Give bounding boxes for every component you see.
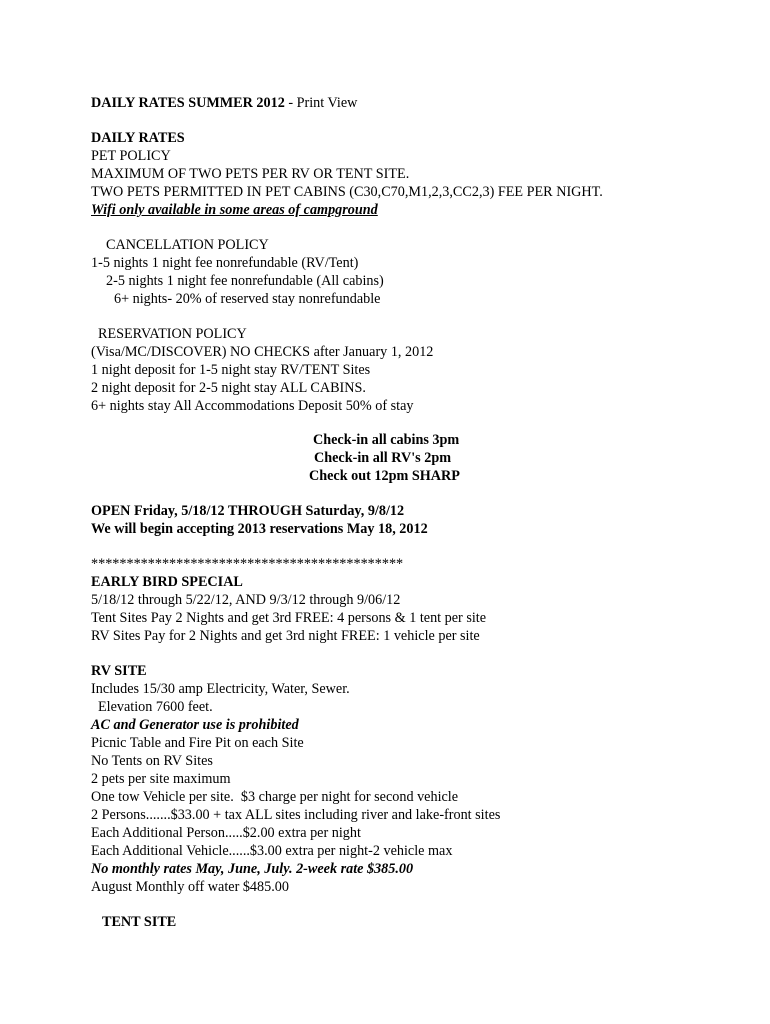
- pet-policy-line: MAXIMUM OF TWO PETS PER RV OR TENT SITE.: [91, 166, 410, 182]
- reservation-policy-line: 1 night deposit for 1-5 night stay RV/TENT Sites: [91, 362, 371, 378]
- asterisk-divider: ********************************************: [91, 556, 404, 572]
- early-bird-heading: EARLY BIRD SPECIAL: [91, 574, 243, 590]
- rv-site-line: Elevation 7600 feet.: [98, 699, 213, 715]
- reservations-open-notice: We will begin accepting 2013 reservations May 18, 2012: [91, 521, 428, 537]
- checkin-cabins: Check-in all cabins 3pm: [313, 432, 460, 448]
- wifi-notice: Wifi only available in some areas of campground: [91, 202, 378, 218]
- pet-policy-line: TWO PETS PERMITTED IN PET CABINS (C30,C70,M1,2,3,CC2,3) FEE PER NIGHT.: [91, 184, 603, 200]
- daily-rates-heading: DAILY RATES: [91, 130, 185, 146]
- early-bird-line: RV Sites Pay for 2 Nights and get 3rd night FREE: 1 vehicle per site: [91, 628, 480, 644]
- early-bird-line: 5/18/12 through 5/22/12, AND 9/3/12 through 9/06/12: [91, 592, 401, 608]
- rv-site-line: One tow Vehicle per site. $3 charge per night for second vehicle: [91, 789, 459, 805]
- checkout: Check out 12pm SHARP: [309, 468, 460, 484]
- rv-site-line: Picnic Table and Fire Pit on each Site: [91, 735, 304, 751]
- rv-site-ac-notice: AC and Generator use is prohibited: [91, 717, 299, 733]
- reservation-policy-heading: RESERVATION POLICY: [98, 326, 247, 342]
- reservation-policy-line: (Visa/MC/DISCOVER) NO CHECKS after January 1, 2012: [91, 344, 434, 360]
- open-dates: OPEN Friday, 5/18/12 THROUGH Saturday, 9/8/12: [91, 503, 405, 519]
- rv-site-heading: RV SITE: [91, 663, 147, 679]
- cancellation-policy-line: 6+ nights- 20% of reserved stay nonrefundable: [114, 291, 381, 307]
- reservation-policy-line: 6+ nights stay All Accommodations Deposit 50% of stay: [91, 398, 414, 414]
- page-title-suffix: - Print View: [284, 95, 358, 111]
- checkin-rv: Check-in all RV's 2pm: [314, 450, 452, 466]
- page-title-bold: DAILY RATES SUMMER 2012: [91, 95, 285, 111]
- rv-site-line: Each Additional Vehicle......$3.00 extra per night-2 vehicle max: [91, 843, 453, 859]
- rv-site-line: August Monthly off water $485.00: [91, 879, 289, 895]
- early-bird-line: Tent Sites Pay 2 Nights and get 3rd FREE: 4 persons & 1 tent per site: [91, 610, 487, 626]
- tent-site-heading: TENT SITE: [102, 914, 177, 930]
- cancellation-policy-line: 1-5 nights 1 night fee nonrefundable (RV/Tent): [91, 255, 359, 271]
- pet-policy-heading: PET POLICY: [91, 148, 171, 164]
- cancellation-policy-line: 2-5 nights 1 night fee nonrefundable (All cabins): [106, 273, 384, 289]
- rv-site-line: 2 Persons.......$33.00 + tax ALL sites including river and lake-front sites: [91, 807, 501, 823]
- rv-site-monthly-notice: No monthly rates May, June, July. 2-week rate $385.00: [91, 861, 414, 877]
- rv-site-line: 2 pets per site maximum: [91, 771, 231, 787]
- reservation-policy-line: 2 night deposit for 2-5 night stay ALL CABINS.: [91, 380, 366, 396]
- rv-site-line: Includes 15/30 amp Electricity, Water, Sewer.: [91, 681, 350, 697]
- rv-site-line: Each Additional Person.....$2.00 extra per night: [91, 825, 361, 841]
- cancellation-policy-heading: CANCELLATION POLICY: [106, 237, 269, 253]
- page-title: [91, 94, 357, 112]
- rv-site-line: No Tents on RV Sites: [91, 753, 213, 769]
